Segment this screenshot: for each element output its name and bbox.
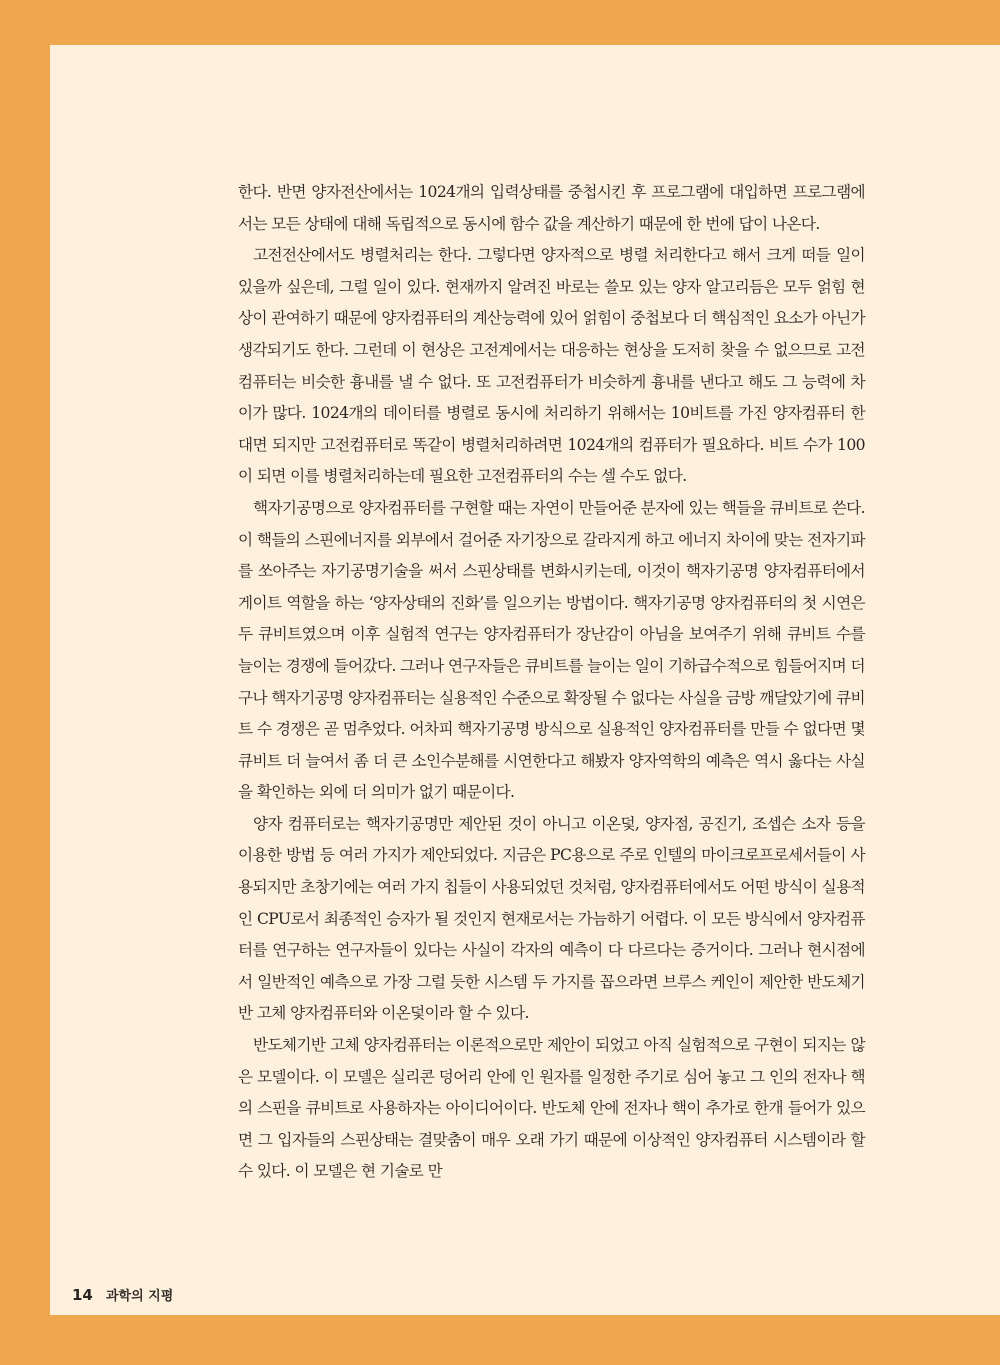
paragraph-4: 양자 컴퓨터로는 핵자기공명만 제안된 것이 아니고 이온덫, 양자점, 공진기, 조셉슨 소자 등을 이용한 방법 등 여러 가지가 제안되었다. 지금은 PC용으로 주로 인텔의 마이크로프로세서들이 사용되지만 초창기에는 여러 가지 칩들이 사용되었던 것처럼, 양자컴퓨터에서도 어떤 방식이 실용적인 CPU로서 최종적인 승자가 될 것인지 현재로서는 가늠하기 어렵다. 이 모든 방식에서 양자컴퓨터를 연구하는 연구자들이 있다는 사실이 각자의 예측이 다 다르다는 증거이다. 그러나 현시점에서 일반적인 예측으로 가장 그럴 듯한 시스템 두 가지를 꼽으라면 브루스 케인이 제안한 반도체기반 고체 양자컴퓨터와 이온덫이라 할 수 있다. — [238, 814, 865, 1023]
paragraph-1: 한다. 반면 양자전산에서는 1024개의 입력상태를 중첩시킨 후 프로그램에 대입하면 프로그램에서는 모든 상태에 대해 독립적으로 동시에 함수 값을 계산하기 때문에 한 번에 답이 나온다. — [238, 183, 865, 233]
paragraph-2: 고전전산에서도 병렬처리는 한다. 그렇다면 양자적으로 병렬 처리한다고 해서 크게 떠들 일이 있을까 싶은데, 그럴 일이 있다. 현재까지 알려진 바로는 쓸모 있는 양자 알고리듬은 모두 얽힘 현상이 관여하기 때문에 양자컴퓨터의 계산능력에 있어 얽힘이 중첩보다 더 핵심적인 요소가 아닌가 생각되기도 한다. 그런데 이 현상은 고전계에서는 대응하는 현상을 도저히 찾을 수 없으므로 고전컴퓨터는 비슷한 흉내를 낼 수 없다. 또 고전컴퓨터가 비슷하게 흉내를 낸다고 해도 그 능력에 차이가 많다. 1024개의 데이터를 병렬로 동시에 처리하기 위해서는 10비트를 가진 양자컴퓨터 한 대면 되지만 고전컴퓨터로 똑같이 병렬처리하려면 1024개의 컴퓨터가 필요하다. 비트 수가 100이 되면 이를 병렬처리하는데 필요한 고전컴퓨터의 수는 셀 수도 없다. — [238, 246, 865, 486]
magazine-title: 과학의 지평 — [105, 1289, 174, 1304]
paragraph-3: 핵자기공명으로 양자컴퓨터를 구현할 때는 자연이 만들어준 분자에 있는 핵들을 큐비트로 쓴다. 이 핵들의 스핀에너지를 외부에서 걸어준 자기장으로 갈라지게 하고 에너지 차이에 맞는 전자기파를 쏘아주는 자기공명기술을 써서 스핀상태를 변화시키는데, 이것이 핵자기공명 양자컴퓨터에서 게이트 역할을 하는 ‘양자상태의 진화’를 일으키는 방법이다. 핵자기공명 양자컴퓨터의 첫 시연은 두 큐비트였으며 이후 실험적 연구는 양자컴퓨터가 장난감이 아님을 보여주기 위해 큐비트 수를 늘이는 경쟁에 들어갔다. 그러나 연구자들은 큐비트를 늘이는 일이 기하급수적으로 힘들어지며 더구나 핵자기공명 양자컴퓨터는 실용적인 수준으로 확장될 수 없다는 사실을 금방 깨달았기에 큐비트 수 경쟁은 곧 멈추었다. 어차피 핵자기공명 방식으로 실용적인 양자컴퓨터를 만들 수 없다면 몇 큐비트 더 늘여서 좀 더 큰 소인수분해를 시연한다고 해봤자 양자역학의 예측은 역시 옳다는 사실을 확인하는 외에 더 의미가 없기 때문이다. — [238, 498, 866, 802]
page-number: 14 — [72, 1286, 93, 1304]
paragraph-5: 반도체기반 고체 양자컴퓨터는 이론적으로만 제안이 되었고 아직 실험적으로 구현이 되지는 않은 모델이다. 이 모델은 실리콘 덩어리 안에 인 원자를 일정한 주기로 심어 놓고 그 인의 전자나 핵의 스핀을 큐비트로 사용하자는 아이디어이다. 반도체 안에 전자나 핵이 추가로 한개 들어가 있으면 그 입자들의 스핀상태는 결맞춤이 매우 오래 가기 때문에 이상적인 양자컴퓨터 시스템이라 할 수 있다. 이 모델은 현 기술로 만 — [238, 1036, 865, 1181]
page-footer — [72, 1285, 173, 1304]
article-body — [238, 177, 865, 1188]
